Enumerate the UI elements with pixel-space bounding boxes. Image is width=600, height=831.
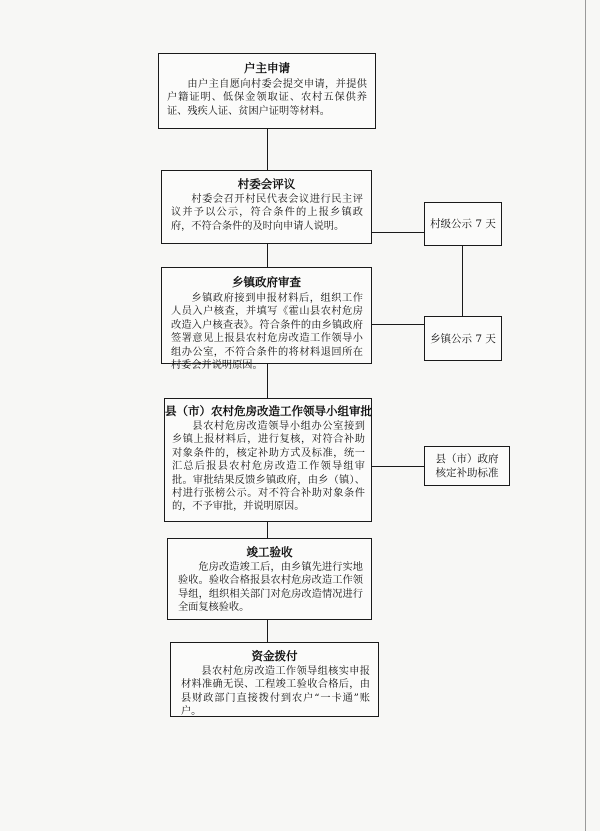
step-title: 户主申请 bbox=[244, 61, 290, 75]
step-title: 竣工验收 bbox=[246, 545, 293, 559]
connector-township-publicity bbox=[372, 324, 424, 325]
publicity-link-line bbox=[462, 246, 463, 316]
step-household-application bbox=[158, 53, 376, 129]
step-description: 由户主自愿向村委会提交申请，并提供户籍证明、低保金领取证、农村五保供养证、残疾人证、贫困户证明等材料。 bbox=[167, 79, 367, 117]
step-description: 县农村危房改造领导小组办公室接到乡镇上报材料后，进行复核，对符合补助对象条件的，核定补助方式及标准，统一汇总后报县农村危房改造工作领导组审批。审批结果反馈乡镇政府，由乡（镇）、村进行张榜公示。对不符合补助对象条件的，不予审批，并说明原因。 bbox=[172, 421, 365, 513]
step-description: 危房改造竣工后，由乡镇先进行实地验收。验收合格报县农村危房改造工作领导组，组织相关部门对危房改造情况进行全面复核验收。 bbox=[178, 562, 363, 614]
connector-1-2 bbox=[267, 128, 268, 170]
step-title: 县（市）农村危房改造工作领导小组审批 bbox=[165, 404, 372, 418]
step-village-committee-review bbox=[161, 170, 372, 244]
step-fund-disbursement bbox=[170, 642, 379, 717]
step-description: 县农村危房改造工作领导组核实申报材料准确无误、工程竣工验收合格后，由县财政部门直接拨付到农户“一卡通”账户。 bbox=[181, 666, 370, 718]
note-county-standard: 县（市）政府核定补助标准 bbox=[424, 446, 510, 486]
connector-village-publicity bbox=[372, 232, 424, 233]
connector-5-6 bbox=[267, 620, 268, 642]
step-completion-acceptance bbox=[167, 538, 372, 620]
step-title: 资金拨付 bbox=[251, 649, 298, 663]
note-township-publicity: 乡镇公示 7 天 bbox=[424, 316, 502, 361]
note-village-publicity: 村级公示 7 天 bbox=[424, 202, 502, 246]
step-title: 乡镇政府审查 bbox=[232, 275, 301, 289]
connector-4-5 bbox=[267, 521, 268, 538]
step-county-approval bbox=[164, 398, 372, 522]
step-description: 乡镇政府接到申报材料后，组织工作人员入户核查，并填写《霍山县农村危房改造入户核查表》。符合条件的由乡镇政府签署意见上报县农村危房改造工作领导小组办公室，不符合条件的将材料退回所在村委会并说明原因。 bbox=[171, 293, 363, 372]
step-description: 村委会召开村民代表会议进行民主评议并予以公示，符合条件的上报乡镇政府，不符合条件的及时向申请人说明。 bbox=[171, 194, 363, 232]
scan-edge bbox=[585, 0, 586, 831]
step-title: 村委会评议 bbox=[237, 177, 296, 191]
connector-county-standard bbox=[372, 466, 424, 467]
step-township-review bbox=[161, 267, 372, 372]
connector-2-3 bbox=[267, 243, 268, 267]
